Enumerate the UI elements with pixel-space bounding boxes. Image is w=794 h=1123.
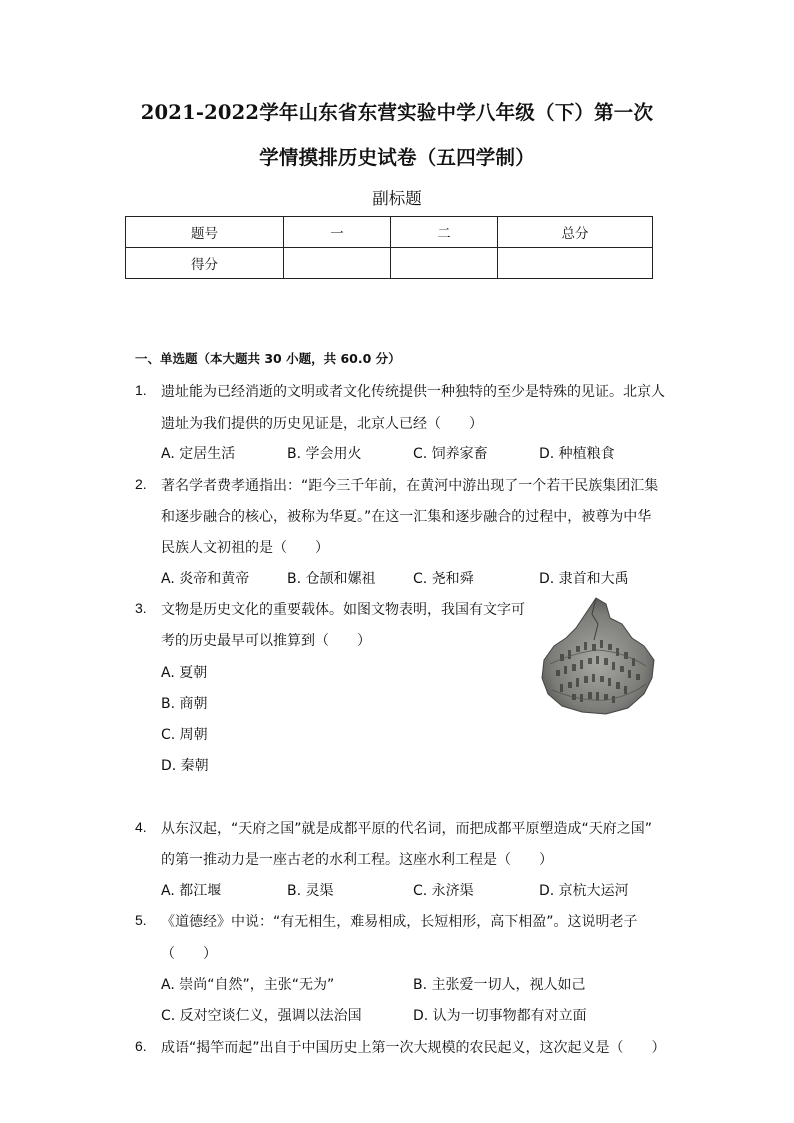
option: D. 隶首和大禹 — [539, 571, 629, 587]
option: C. 尧和舜 — [413, 571, 474, 587]
score-input-cell[interactable] — [284, 248, 391, 279]
option: B. 灵渠 — [287, 883, 334, 899]
question-text-line: 《道德经》中说：“有无相生，难易相成，长短相形，高下相盈”。这说明老子 — [161, 914, 638, 930]
score-cell: 题号 — [126, 217, 284, 248]
question-number: 2. — [135, 476, 147, 492]
option: C. 永济渠 — [413, 883, 474, 899]
question-text-line: 的第一推动力是一座古老的水利工程。这座水利工程是（ ） — [161, 852, 553, 868]
option: B. 主张爱一切人，视人如己 — [413, 977, 586, 993]
question-number: 6. — [135, 1038, 147, 1054]
oracle-bone-artifact-image — [536, 594, 658, 716]
question-text-line: 文物是历史文化的重要载体。如图文物表明，我国有文字可 — [161, 602, 525, 618]
question-text-line: （ ） — [161, 946, 217, 962]
question-text-line: 遗址能为已经消逝的文明或者文化传统提供一种独特的至少是特殊的见证。北京人 — [161, 384, 665, 400]
option: A. 夏朝 — [161, 665, 208, 681]
score-input-cell[interactable] — [498, 248, 653, 279]
option: A. 炎帝和黄帝 — [161, 571, 250, 587]
score-cell: 总分 — [498, 217, 653, 248]
option: D. 种植粮食 — [539, 446, 615, 462]
score-table — [125, 216, 653, 279]
exam-title-line-2: 学情摸排历史试卷（五四学制） — [259, 146, 535, 169]
question-number: 4. — [135, 819, 147, 835]
option: A. 都江堰 — [161, 883, 222, 899]
option: C. 周朝 — [161, 727, 208, 743]
option: D. 认为一切事物都有对立面 — [413, 1008, 587, 1024]
option: A. 崇尚“自然”，主张“无为” — [161, 977, 335, 993]
score-input-cell[interactable] — [391, 248, 498, 279]
question-text-line: 民族人文初祖的是（ ） — [161, 540, 329, 556]
question-text-line: 遗址为我们提供的历史见证是，北京人已经（ ） — [161, 416, 483, 432]
option: D. 京杭大运河 — [539, 883, 629, 899]
question-number: 1. — [135, 382, 147, 398]
question-text-line: 和逐步融合的核心，被称为华夏。”在这一汇集和逐步融合的过程中，被尊为中华 — [161, 509, 652, 525]
question-text-line: 考的历史最早可以推算到（ ） — [161, 633, 371, 649]
question-text-line: 著名学者费孝通指出：“距今三千年前，在黄河中游出现了一个若干民族集团汇集 — [161, 478, 659, 494]
option: D. 秦朝 — [161, 758, 209, 774]
exam-title-line-1: 2021-2022学年山东省东营实验中学八年级（下）第一次 — [140, 101, 654, 124]
question-number: 5. — [135, 912, 147, 928]
option: C. 反对空谈仁义，强调以法治国 — [161, 1008, 362, 1024]
section-heading: 一、单选题（本大题共 30 小题，共 60.0 分） — [135, 351, 401, 366]
question-number: 3. — [135, 600, 147, 616]
score-table-score-row — [126, 248, 653, 279]
option: B. 商朝 — [161, 696, 208, 712]
option: B. 仓颉和嫘祖 — [287, 571, 376, 587]
score-cell: 得分 — [126, 248, 284, 279]
question-text-line: 成语“揭竿而起”出自于中国历史上第一次大规模的农民起义，这次起义是（ ） — [161, 1040, 666, 1056]
score-table-header-row — [126, 217, 653, 248]
option: B. 学会用火 — [287, 446, 362, 462]
score-cell: 二 — [391, 217, 498, 248]
question-text-line: 从东汉起，“天府之国”就是成都平原的代名词，而把成都平原塑造成“天府之国” — [161, 821, 653, 837]
score-cell: 一 — [284, 217, 391, 248]
option: C. 饲养家畜 — [413, 446, 488, 462]
subtitle: 副标题 — [372, 189, 422, 208]
option: A. 定居生活 — [161, 446, 236, 462]
